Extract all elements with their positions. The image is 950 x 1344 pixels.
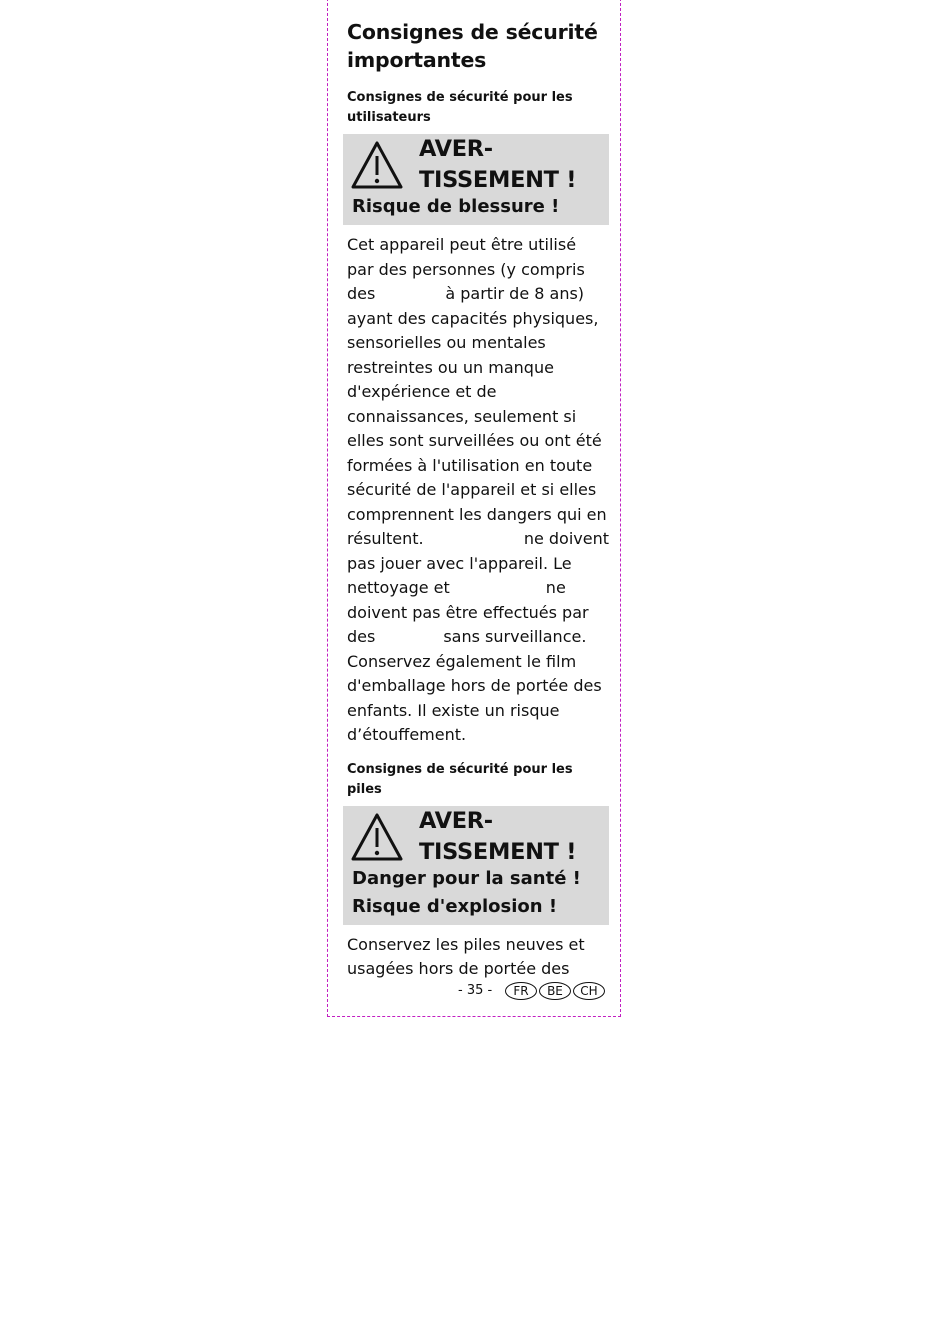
- batteries-warning-sub-health: Danger pour la santé !: [352, 867, 581, 889]
- batteries-subtitle: Consignes de sécurité pour les piles: [347, 761, 573, 797]
- warning-label: AVER- TISSEMENT !: [419, 807, 577, 865]
- page-number: - 35 -: [458, 983, 493, 998]
- country-badge-ch: CH: [573, 982, 605, 1000]
- users-body-text: Cet appareil peut être utilisé par des personnes (y compris des à partir de 8 ans) ayant des capacités physiques, sensorielles ou mentales restreintes ou un manque d'expérience et de connaissances, seulement si elles sont surveillées ou ont été formées à l'utilisation en toute sécurité de l'appareil et si elles comprennent les dangers qui en résultent. ne doivent pas jouer avec l'appareil. Le nettoyage et ne doivent pas être effectués par des sans surveillance. Conservez également le film d'emballage hors de portée des enfants. Il existe un risque d’étouffement.: [347, 235, 609, 744]
- country-badge-fr: FR: [505, 982, 537, 1000]
- country-badge-be: BE: [539, 982, 571, 1000]
- page-content: [347, 18, 609, 982]
- manual-page: [327, 0, 621, 1017]
- warning-label: AVER- TISSEMENT !: [419, 136, 577, 193]
- batteries-warning-box: [343, 806, 609, 925]
- warning-triangle-icon: [350, 812, 404, 862]
- users-subtitle: Consignes de sécurité pour les utilisateurs: [347, 90, 573, 125]
- batteries-warning-sub-explosion: Risque d'explosion !: [352, 895, 558, 917]
- country-badges: [505, 982, 605, 1000]
- batteries-body-text: Conservez les piles neuves et usagées hors de portée des: [347, 934, 585, 978]
- section-title: Consignes de sécurité importantes: [347, 20, 598, 72]
- warning-triangle-icon: [350, 140, 404, 190]
- users-warning-box: [343, 134, 609, 225]
- users-warning-sub: Risque de blessure !: [352, 196, 560, 217]
- page-footer: [328, 980, 620, 1002]
